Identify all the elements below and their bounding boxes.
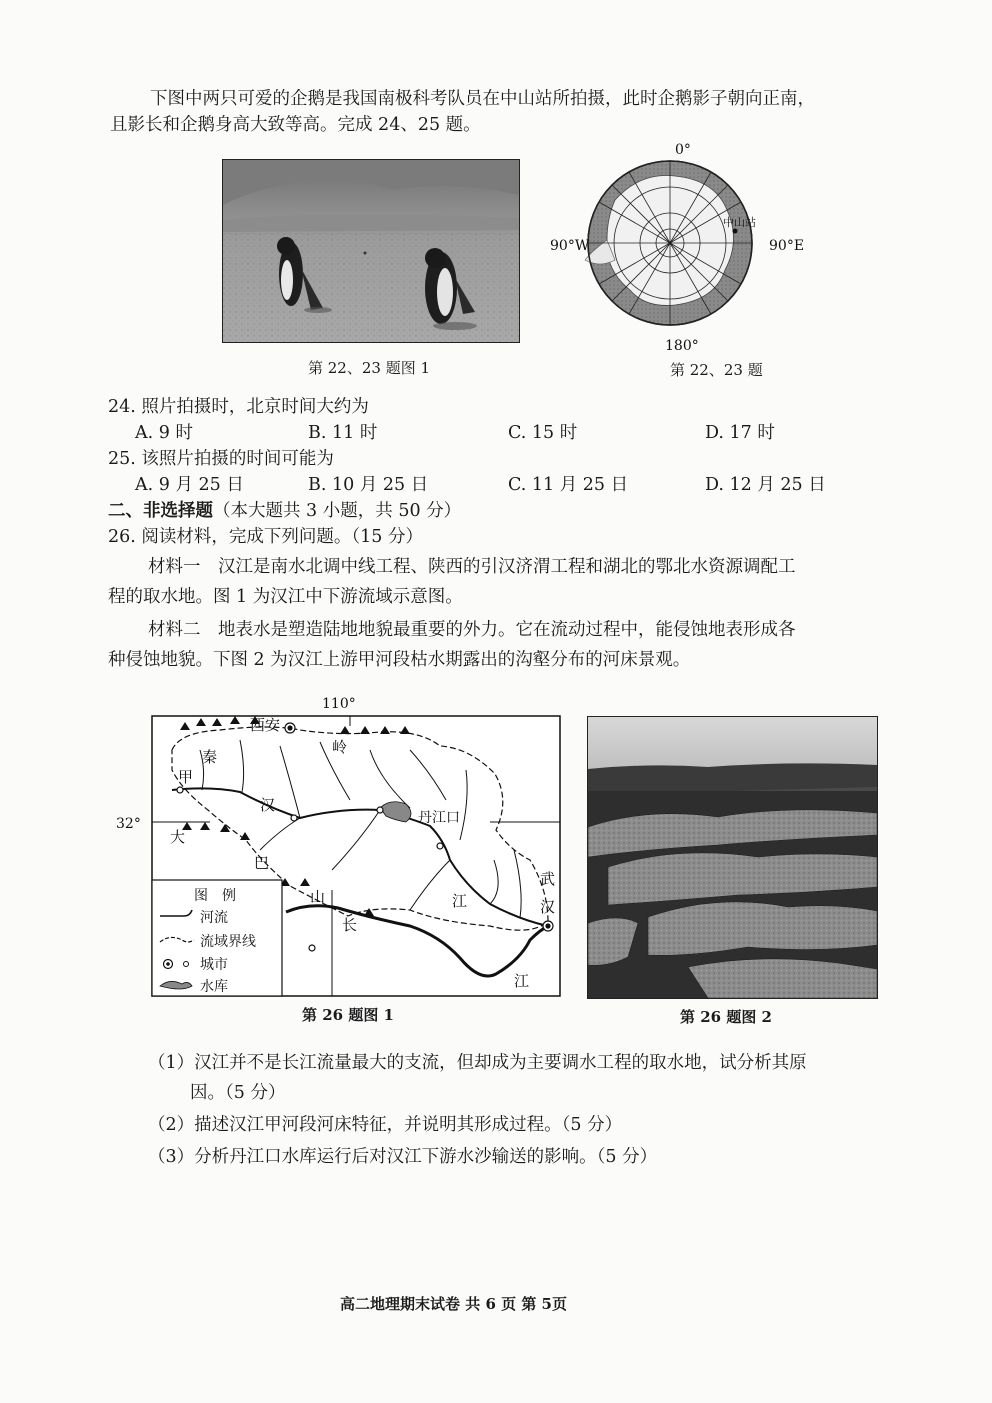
zhongshan-station-icon [733,229,738,234]
section-2-title: 二、非选择题 [108,501,213,521]
intro-line-2: 且影长和企鹅身高大致等高。完成 24、25 题。 [110,115,481,135]
section-2-heading [108,499,461,523]
fig26-2-caption: 第 26 题图 2 [680,1008,772,1026]
hanjiang-map-art [110,690,570,1000]
q26-sub3: （3）分析丹江口水库运行后对汉江下游水沙输送的影响。（5 分） [148,1147,658,1167]
legend-title: 图 例 [194,888,236,904]
polar-label-180: 180° [665,338,699,354]
legend-river: 河流 [200,910,228,926]
q26-material2-line1: 材料二 地表水是塑造陆地地貌最重要的外力。它在流动过程中，能侵蚀地表形成各 [148,620,796,640]
q24-option-a: A. 9 时 [135,423,193,443]
map-lon-label: 110° [322,696,356,712]
map-qin: 秦 [202,748,218,766]
polar-label-90e: 90°E [769,238,805,254]
q25-stem: 25. 该照片拍摄的时间可能为 [108,449,334,469]
map-lat-label: 32° [116,816,141,832]
map-jiang: 江 [452,892,468,910]
polar-label-0: 0° [675,142,691,158]
map-jiang2: 江 [514,972,530,990]
penguin-photo [222,159,520,343]
q24-option-c: C. 15 时 [508,423,578,443]
legend-boundary: 流域界线 [200,934,256,950]
map-danjiangkou: 丹江口 [418,810,460,826]
map-chang: 长 [342,916,358,934]
map-da: 大 [170,828,186,846]
map-jia: 甲 [178,768,194,786]
q26-sub2: （2）描述汉江甲河段河床特征，并说明其形成过程。（5 分） [148,1115,623,1135]
fig26-1-caption: 第 26 题图 1 [302,1006,394,1024]
q25-option-a: A. 9 月 25 日 [135,475,244,495]
q25-option-b: B. 10 月 25 日 [308,475,429,495]
page-footer: 高二地理期末试卷 共 6 页 第 5页 [340,1295,567,1313]
q26-sub1-line2: 因。（5 分） [190,1083,286,1103]
legend-reservoir: 水库 [200,979,228,995]
fig1-caption: 第 22、23 题图 1 [308,359,431,377]
q24-option-b: B. 11 时 [308,423,378,443]
map-wu: 武 [540,870,556,888]
map-ling: 岭 [332,738,348,756]
map-xian: 西安 [250,716,281,734]
q26-stem: 26. 阅读材料，完成下列问题。（15 分） [108,527,423,547]
riverbed-photo-art [588,717,877,998]
q24-option-d: D. 17 时 [705,423,775,443]
polar-station-label: 中山站 [723,216,756,229]
q25-option-d: D. 12 月 25 日 [705,475,826,495]
q26-material1-line2: 程的取水地。图 1 为汉江中下游流域示意图。 [108,587,463,607]
riverbed-photo [587,716,878,999]
map-ba: 巴 [254,854,270,872]
polar-label-90w: 90°W [550,238,590,254]
section-2-note: （本大题共 3 小题，共 50 分） [213,501,462,521]
penguin-photo-art [223,160,519,342]
polar-map-art [545,140,815,355]
q25-option-c: C. 11 月 25 日 [508,475,629,495]
q24-stem: 24. 照片拍摄时，北京时间大约为 [108,397,369,417]
polar-caption: 第 22、23 题 [670,361,763,379]
q26-material1-line1: 材料一 汉江是南水北调中线工程、陕西的引汉济渭工程和湖北的鄂北水资源调配工 [148,557,796,577]
map-han2: 汉 [540,898,556,916]
polar-map [545,140,815,355]
hanjiang-map [110,690,570,1000]
map-shan: 山 [310,888,326,906]
legend-city: 城市 [200,957,228,973]
q26-material2-line2: 种侵蚀地貌。下图 2 为汉江上游甲河段枯水期露出的沟壑分布的河床景观。 [108,650,691,670]
map-han: 汉 [260,796,276,814]
intro-line-1: 下图中两只可爱的企鹅是我国南极科考队员在中山站所拍摄，此时企鹅影子朝向正南， [150,89,815,109]
q26-sub1-line1: （1）汉江并不是长江流量最大的支流，但却成为主要调水工程的取水地，试分析其原 [148,1053,807,1073]
